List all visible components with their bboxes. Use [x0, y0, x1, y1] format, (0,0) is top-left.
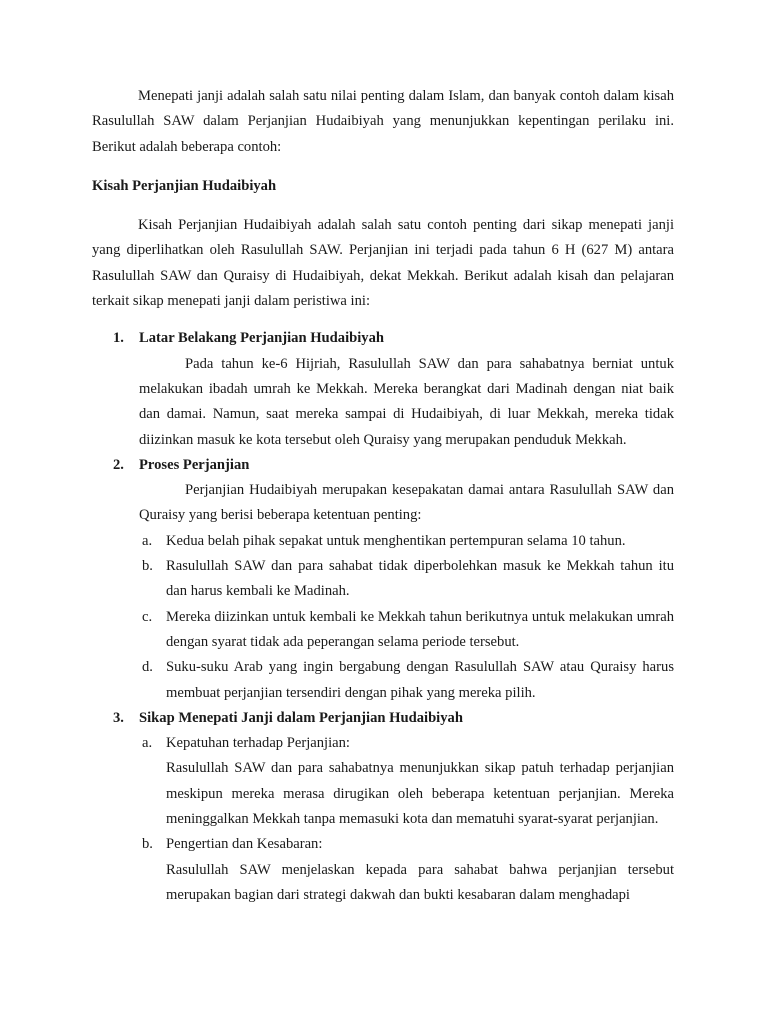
list-item-title: Latar Belakang Perjanjian Hudaibiyah: [139, 330, 385, 347]
sub-item-letter: b.: [142, 558, 153, 575]
sub-item-text: Rasulullah SAW menjelaskan kepada para sahabat bahwa perjanjian tersebut merupakan bagian dari strategi dakwah dan bukti kesabaran dalam menghadapi: [166, 861, 674, 903]
list-number: 1.: [113, 330, 124, 347]
sub-item-b: [139, 554, 674, 605]
sub-item-text: Suku-suku Arab yang ingin bergabung dengan Rasulullah SAW atau Quraisy harus membuat perjanjian tersendiri dengan pihak yang mereka pilih.: [166, 659, 674, 701]
list-item-2: [92, 453, 674, 706]
sub-item-b: [139, 832, 674, 908]
sub-item-letter: d.: [142, 659, 153, 676]
sub-item-title: Kepatuhan terhadap Perjanjian:: [166, 735, 350, 752]
list-item-title: Proses Perjanjian: [139, 456, 250, 473]
section-title: Kisah Perjanjian Hudaibiyah: [92, 177, 277, 194]
lettered-list: [139, 731, 674, 908]
sub-item-a: [139, 529, 674, 554]
intro-paragraph: Menepati janji adalah salah satu nilai penting dalam Islam, dan banyak contoh dalam kisah Rasulullah SAW dalam Perjanjian Hudaibiyah yang menunjukkan kepentingan perilaku ini. Berikut adalah beberapa contoh:: [92, 88, 674, 155]
sub-item-letter: a.: [142, 532, 153, 549]
sub-item-text: Mereka diizinkan untuk kembali ke Mekkah tahun berikutnya untuk melakukan umrah dengan syarat tidak ada peperangan selama periode tersebut.: [166, 608, 674, 650]
numbered-list: [92, 326, 674, 908]
sub-item-letter: c.: [142, 608, 153, 625]
sub-item-a: [139, 731, 674, 832]
sub-item-text: Kedua belah pihak sepakat untuk menghentikan pertempuran selama 10 tahun.: [166, 532, 626, 549]
lettered-list: [139, 529, 674, 706]
list-number: 3.: [113, 709, 124, 726]
list-item-title: Sikap Menepati Janji dalam Perjanjian Hudaibiyah: [139, 709, 463, 726]
section-paragraph: Kisah Perjanjian Hudaibiyah adalah salah satu contoh penting dari sikap menepati janji yang diperlihatkan oleh Rasulullah SAW. Perjanjian ini terjadi pada tahun 6 H (627 M) antara Rasulullah SAW dan Quraisy di Hudaibiyah, dekat Mekkah. Berikut adalah kisah dan pelajaran terkait sikap menepati janji dalam peristiwa ini:: [92, 217, 674, 310]
sub-item-c: [139, 605, 674, 656]
list-number: 2.: [113, 456, 124, 473]
list-item-text: Perjanjian Hudaibiyah merupakan kesepakatan damai antara Rasulullah SAW dan Quraisy yang berisi beberapa ketentuan penting:: [139, 482, 674, 524]
sub-item-d: [139, 655, 674, 706]
sub-item-title: Pengertian dan Kesabaran:: [166, 836, 323, 853]
list-item-1: [92, 326, 674, 452]
list-item-3: [92, 706, 674, 908]
sub-item-letter: b.: [142, 836, 153, 853]
list-item-text: Pada tahun ke-6 Hijriah, Rasulullah SAW dan para sahabatnya berniat untuk melakukan ibadah umrah ke Mekkah. Mereka berangkat dari Madinah dengan niat baik dan damai. Namun, saat mereka sampai di Hudaibiyah, di luar Mekkah, mereka tidak diizinkan masuk ke kota tersebut oleh Quraisy yang merupakan penduduk Mekkah.: [139, 355, 674, 448]
sub-item-letter: a.: [142, 735, 153, 752]
sub-item-text: Rasulullah SAW dan para sahabat tidak diperbolehkan masuk ke Mekkah tahun itu dan harus kembali ke Madinah.: [166, 558, 674, 600]
sub-item-text: Rasulullah SAW dan para sahabatnya menunjukkan sikap patuh terhadap perjanjian meskipun mereka merasa dirugikan oleh beberapa ketentuan perjanjian. Mereka meninggalkan Mekkah tanpa memasuki kota dan mematuhi syarat-syarat perjanjian.: [166, 760, 674, 828]
document-body: [92, 84, 674, 908]
